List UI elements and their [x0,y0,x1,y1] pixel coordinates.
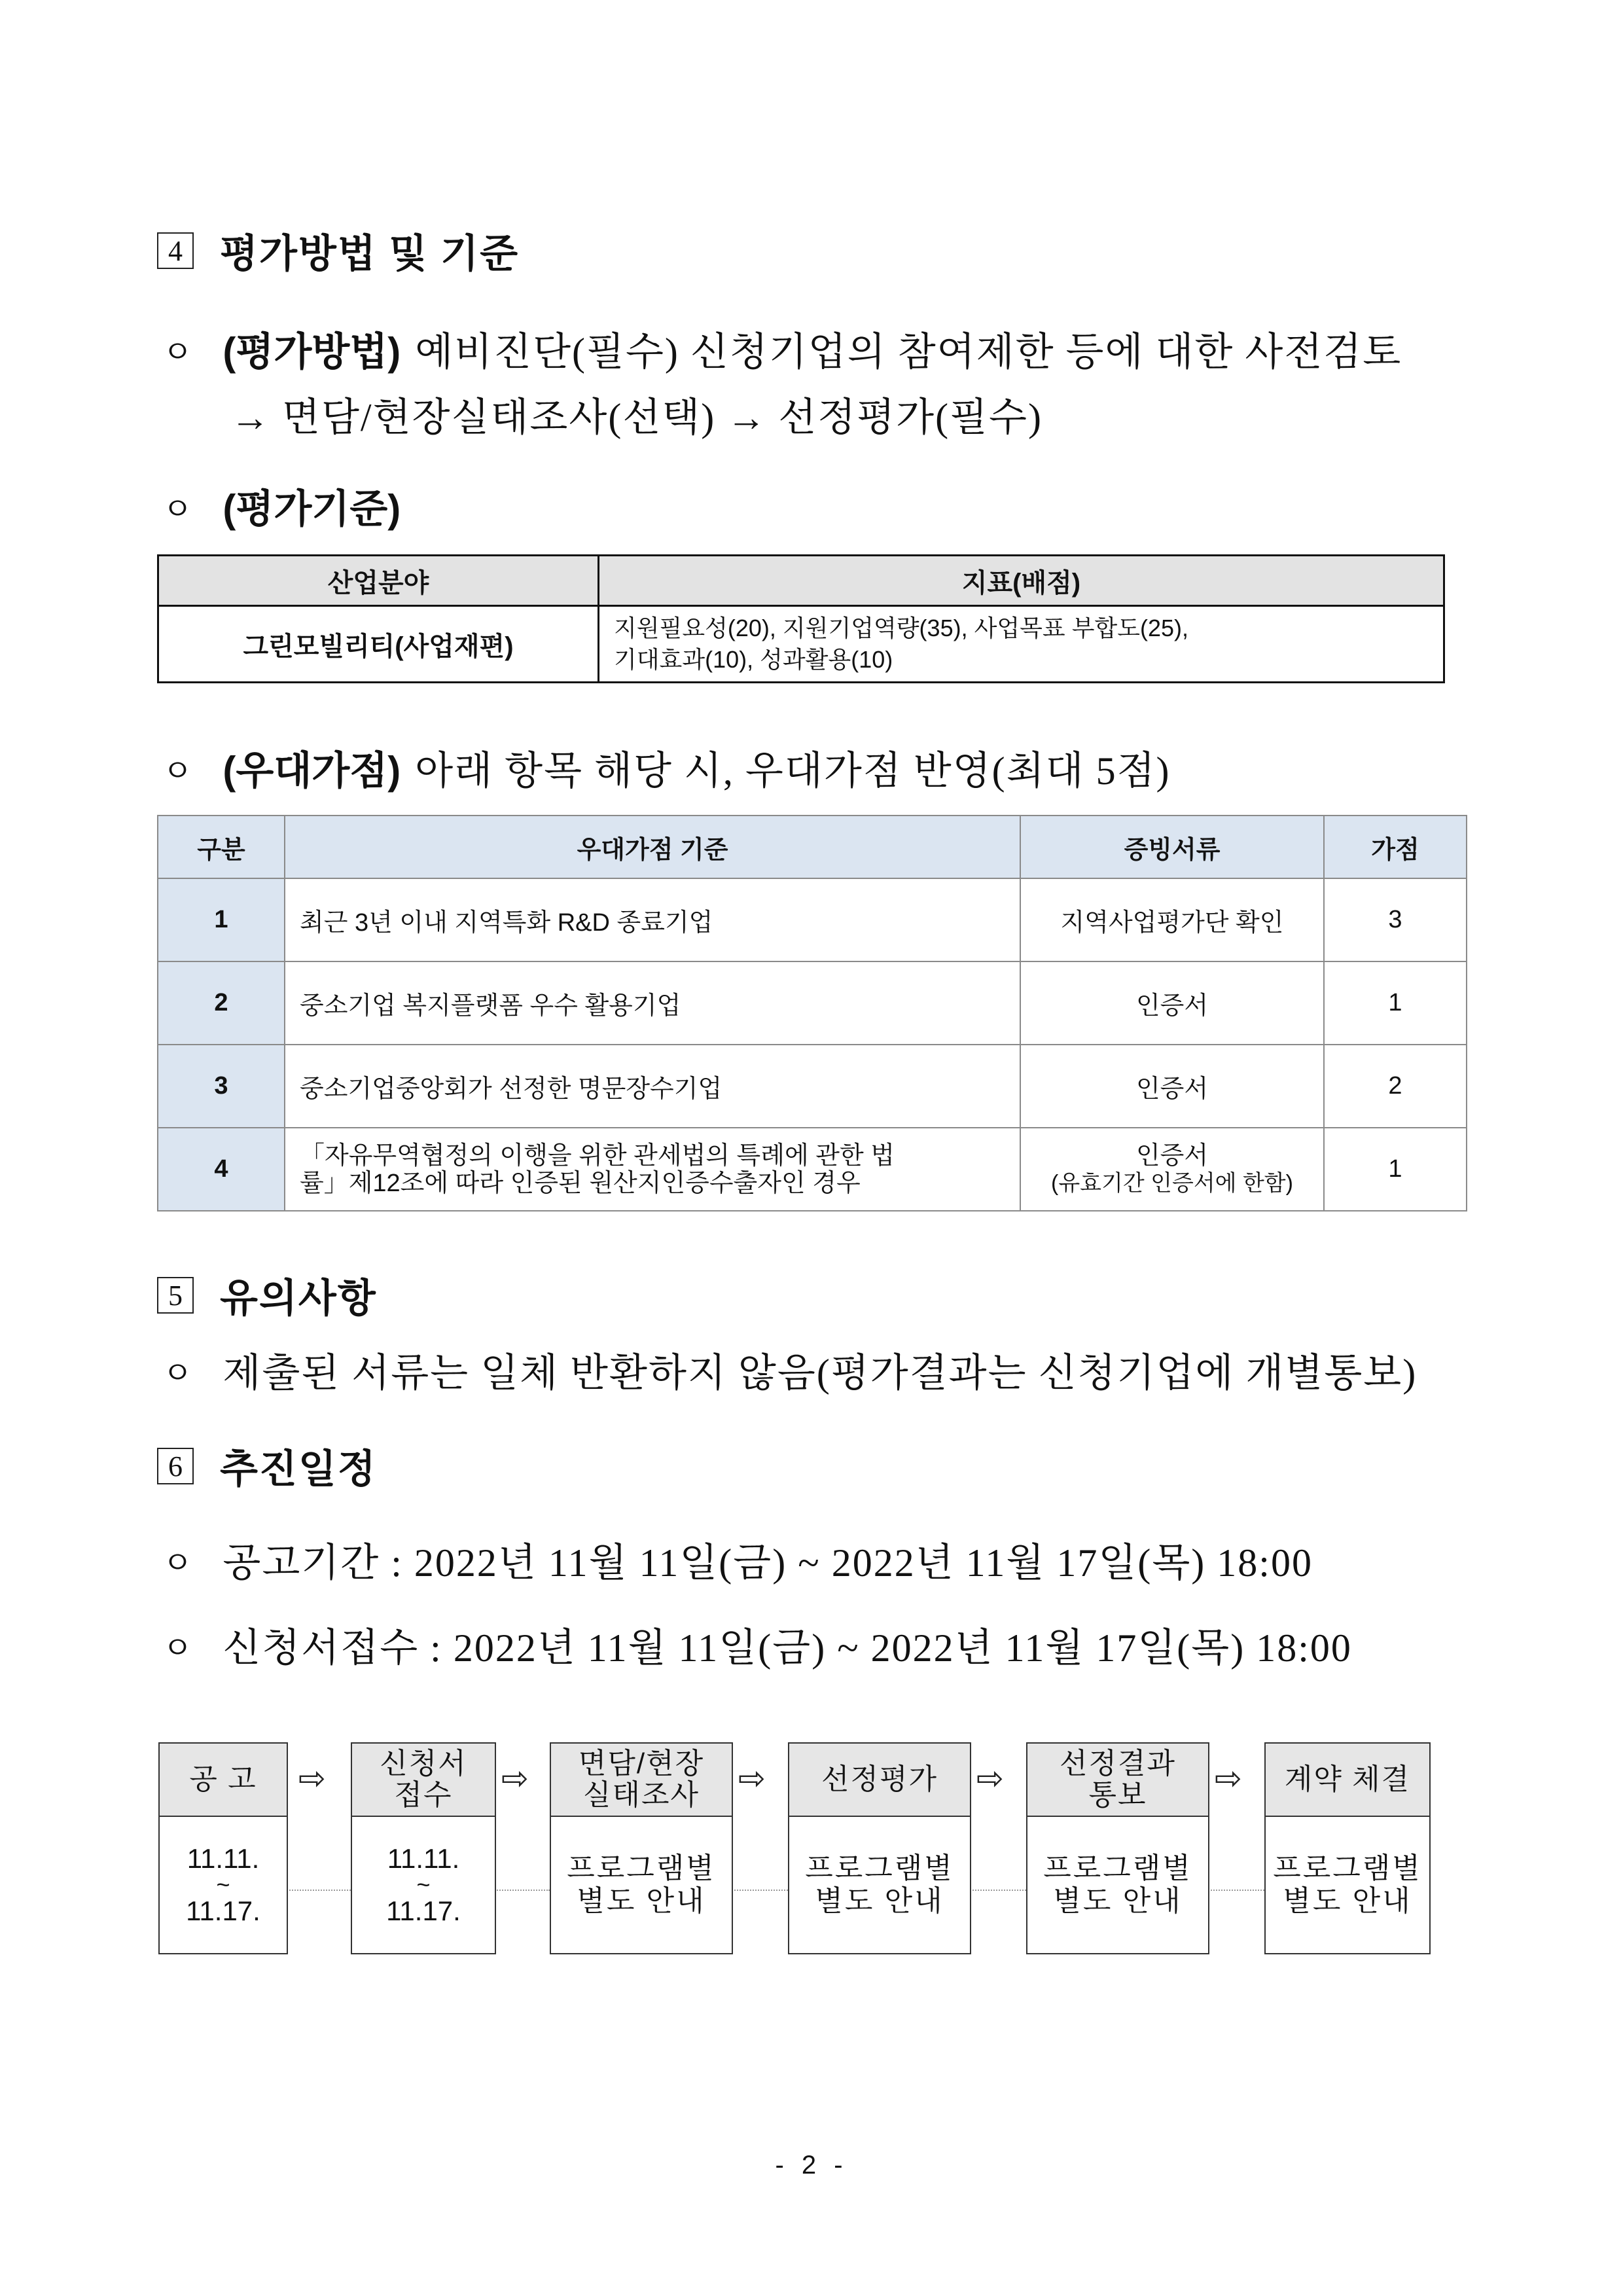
step-end-date: 11.17. [186,1895,260,1926]
bonus-line [162,740,1171,796]
section-title: 추진일정 [220,1447,377,1491]
section-number-box: 6 [157,1448,194,1484]
arrow-right-icon: ⇨ [738,1759,766,1797]
table-row [158,961,1467,1045]
section-6-heading [157,1440,377,1492]
row-number: 4 [158,1128,285,1211]
indicator-line-2: 기대효과(10), 성과활용(10) [614,646,893,673]
step-note-line-1: 프로그램별 [1043,1852,1192,1884]
method-continuation: → 면담/현장실태조사(선택) → 선정평가(필수) [230,396,1043,439]
document-line-2: (유효기간 인증서에 한함) [1051,1170,1293,1196]
schedule-item [162,1617,1352,1673]
method-label: (평가방법) [223,330,401,374]
table-row [158,1128,1467,1211]
step-title-line-2: 통보 [1088,1779,1147,1811]
step-period [160,1817,287,1953]
criteria-line [162,478,415,534]
indicator-cell [599,606,1444,683]
schedule-text: 신청서접수 : 2022년 11월 11일(금) ~ 2022년 11월 17일(목) 18:00 [223,1626,1352,1670]
step-note-line-2: 별도 안내 [1053,1885,1183,1917]
row-number: 1 [158,878,285,961]
step-title-line-2: 실태조사 [582,1779,700,1811]
bonus-text: 아래 항목 해당 시, 우대가점 반영(최대 5점) [415,749,1171,793]
connector-dots [495,1890,550,1891]
connector-dots [1208,1890,1264,1891]
arrow-right-icon: ⇨ [298,1759,326,1797]
criteria-line-1: 「자유무역협정의 이행을 위한 관세법의 특례에 관한 법 [300,1141,895,1170]
step-title-line-1: 면담/현장 [578,1748,705,1780]
row-criteria: 중소기업 복지플랫폼 우수 활용기업 [285,961,1020,1045]
header-industry: 산업분야 [158,556,599,606]
row-criteria: 중소기업중앙회가 선정한 명문장수기업 [285,1045,1020,1128]
step-title [1027,1744,1208,1817]
bullet: ㅇ [162,1355,193,1391]
criteria-line-2: 률」제12조에 따라 인증된 원산지인증수출자인 경우 [300,1169,861,1197]
step-note-line-1: 프로그램별 [1273,1852,1422,1884]
bullet: ㅇ [162,1630,193,1666]
step-title-line-1: 신청서 [380,1748,467,1780]
row-criteria: 최근 3년 이내 지역특화 R&D 종료기업 [285,878,1020,961]
row-number: 2 [158,961,285,1045]
row-document [1020,1128,1324,1211]
bullet: ㅇ [162,1545,193,1581]
step-start-date: 11.11. [387,1843,460,1874]
connector-dots [970,1890,1026,1891]
row-points: 1 [1324,1128,1467,1211]
row-points: 2 [1324,1045,1467,1128]
row-number: 3 [158,1045,285,1128]
step-title: 계약 체결 [1266,1744,1429,1817]
step-note [1027,1817,1208,1953]
row-criteria [285,1128,1020,1211]
method-text: 예비진단(필수) 신청기업의 참여제한 등에 대한 사전검토 [415,331,1402,374]
industry-cell: 그린모빌리티(사업재편) [158,606,599,683]
step-title [551,1744,732,1817]
bonus-label: (우대가점) [223,749,401,793]
section-title: 평가방법 및 기준 [220,232,520,276]
row-document: 인증서 [1020,961,1324,1045]
step-note-line-2: 별도 안내 [815,1885,944,1917]
step-start-date: 11.11. [187,1843,260,1874]
step-period [352,1817,495,1953]
bullet: ㅇ [162,334,193,370]
process-step-evaluation [788,1742,971,1954]
header-criteria: 우대가점 기준 [285,816,1020,878]
section-number-box: 5 [157,1277,194,1314]
process-step-contract [1264,1742,1431,1954]
row-document: 인증서 [1020,1045,1324,1128]
connector-dots [732,1890,788,1891]
bonus-table [157,815,1467,1211]
table-row [158,878,1467,961]
step-note [551,1817,732,1953]
table-header-row [158,816,1467,878]
notice-text: 제출된 서류는 일체 반환하지 않음(평가결과는 신청기업에 개별통보) [223,1352,1418,1395]
step-title-line-2: 접수 [394,1779,453,1811]
row-points: 3 [1324,878,1467,961]
step-note-line-2: 별도 안내 [577,1885,706,1917]
section-title: 유의사항 [220,1276,377,1320]
step-note-line-2: 별도 안내 [1283,1885,1412,1917]
bullet: ㅇ [162,753,193,789]
step-title: 공 고 [160,1744,287,1817]
indicator-line-1: 지원필요성(20), 지원기업역량(35), 사업목표 부합도(25), [614,615,1189,641]
header-points: 가점 [1324,816,1467,878]
table-header-row [158,556,1444,606]
bullet: ㅇ [162,492,193,527]
step-note-line-1: 프로그램별 [805,1852,954,1884]
schedule-text: 공고기간 : 2022년 11월 11일(금) ~ 2022년 11월 17일(목) 18:00 [223,1541,1313,1585]
step-title [352,1744,495,1817]
section-5-heading [157,1269,377,1321]
arrow-right-icon: ⇨ [976,1759,1004,1797]
step-title-line-1: 선정결과 [1059,1748,1176,1780]
process-step-application [351,1742,496,1954]
arrow-right-icon: ⇨ [501,1759,529,1797]
process-step-announcement [158,1742,288,1954]
header-no: 구분 [158,816,285,878]
header-doc: 증빙서류 [1020,816,1324,878]
section-number-box: 4 [157,232,194,269]
process-step-interview [550,1742,733,1954]
step-title: 선정평가 [789,1744,970,1817]
document-line-1: 인증서 [1135,1141,1209,1170]
arrow-right-icon: ⇨ [1215,1759,1242,1797]
step-note [789,1817,970,1953]
step-note [1266,1817,1429,1953]
section-4-heading [157,224,519,277]
table-row [158,1045,1467,1128]
criteria-table [157,554,1445,683]
step-tilde: ~ [216,1871,230,1898]
page-number: - 2 - [775,2151,848,2179]
row-document: 지역사업평가단 확인 [1020,878,1324,961]
notice-line [162,1342,1417,1398]
process-step-result [1026,1742,1209,1954]
step-note-line-1: 프로그램별 [567,1852,716,1884]
step-end-date: 11.17. [386,1895,461,1926]
evaluation-method-line [162,321,1402,377]
row-points: 1 [1324,961,1467,1045]
header-indicator: 지표(배점) [599,556,1444,606]
table-row [158,606,1444,683]
step-tilde: ~ [416,1871,431,1898]
criteria-label: (평가기준) [223,487,401,531]
schedule-item [162,1532,1313,1588]
connector-dots [287,1890,351,1891]
